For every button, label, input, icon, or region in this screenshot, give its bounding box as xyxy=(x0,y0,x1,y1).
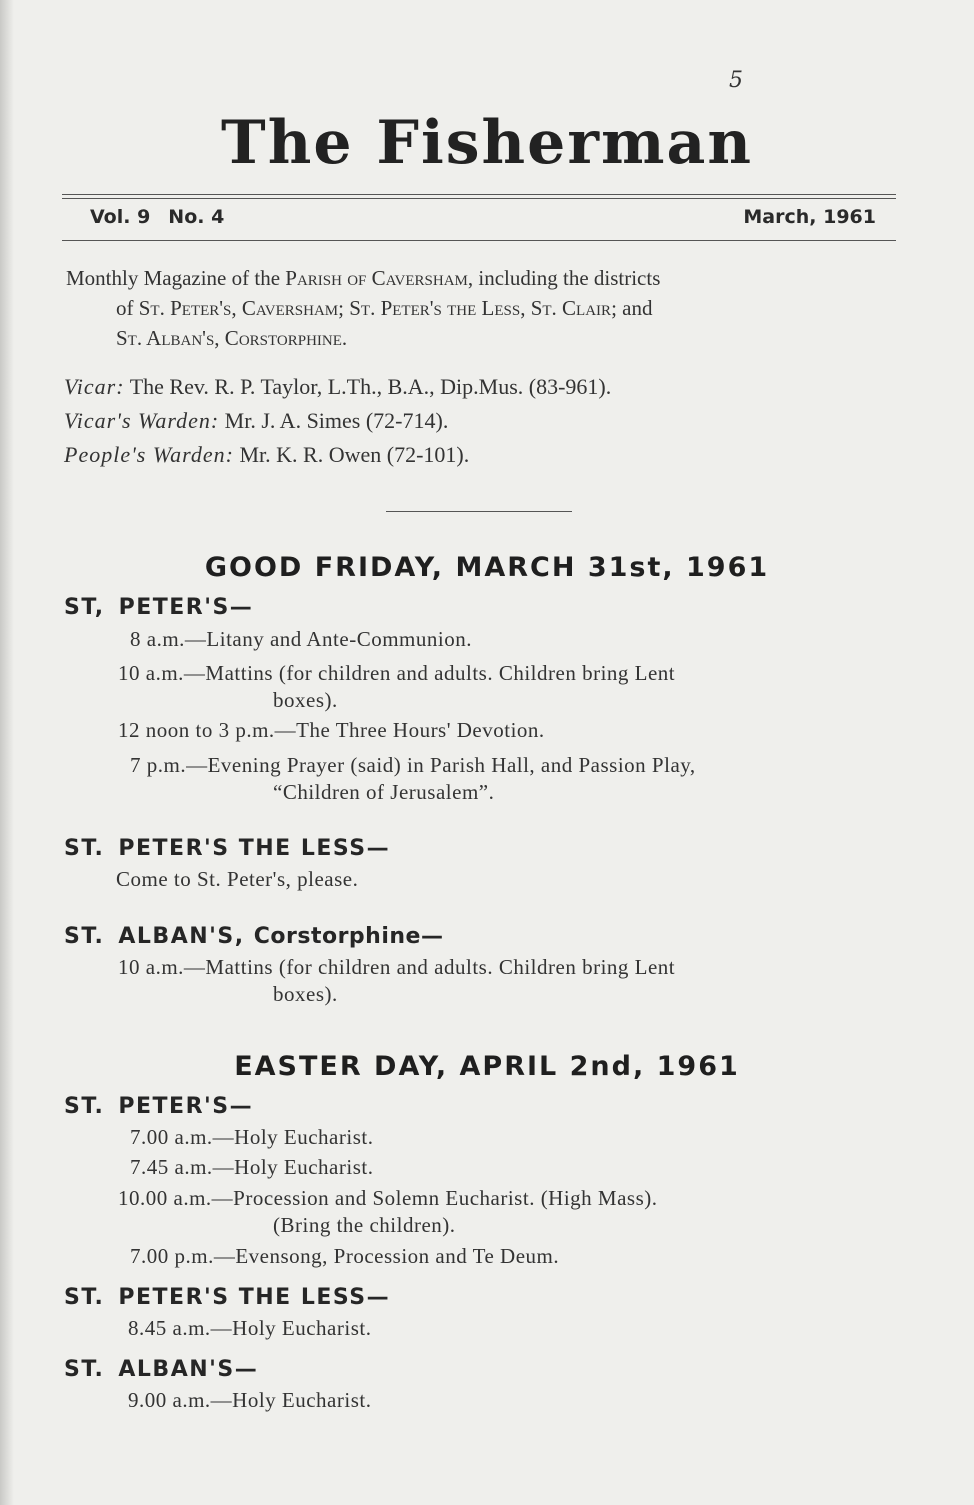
vicars-warden-line: Vicar's Warden: Mr. J. A. Simes (72-714). xyxy=(64,408,449,433)
page-edge-shadow xyxy=(0,0,14,1505)
peoples-warden-line: People's Warden: Mr. K. R. Owen (72-101). xyxy=(64,442,470,467)
intro-line-1: Monthly Magazine of the Parish of Caversham, including the districts xyxy=(66,266,661,290)
ed-st-peters-less-entry: 8.45 a.m.—Holy Eucharist. xyxy=(128,1316,372,1340)
top-rule-inner xyxy=(62,198,896,199)
gf-st-peters-heading: ST, PETER'S— xyxy=(64,595,254,620)
easter-heading: EASTER DAY, APRIL 2nd, 1961 xyxy=(234,1051,740,1082)
ed-st-albans-heading: ST. ALBAN'S— xyxy=(64,1357,259,1382)
magazine-description xyxy=(66,263,898,353)
parish-officers xyxy=(64,370,611,472)
ed-st-peters-heading: ST. PETER'S— xyxy=(64,1094,254,1119)
issue-number: No. 4 xyxy=(168,206,225,228)
volume: Vol. 9 xyxy=(90,206,151,228)
issue-rule xyxy=(62,240,896,241)
intro-line-3: St. Alban's, Corstorphine. xyxy=(116,326,348,350)
ed-st-peters-entry: 7.45 a.m.—Holy Eucharist. xyxy=(130,1155,374,1179)
issue-line xyxy=(90,206,876,228)
ed-st-peters-entry: 7.00 a.m.—Holy Eucharist. xyxy=(130,1125,374,1149)
issue-date: March, 1961 xyxy=(743,206,876,228)
ed-st-peters-entry: 10.00 a.m.—Procession and Solemn Eucharist. (High Mass). (Bring the children). xyxy=(118,1186,658,1237)
masthead-title: The Fisherman xyxy=(221,108,753,178)
section-divider xyxy=(386,511,572,512)
gf-st-peters-entry: 10 a.m.—Mattins (for children and adults. Children bring Lent boxes). xyxy=(118,661,676,712)
ed-st-albans-entry: 9.00 a.m.—Holy Eucharist. xyxy=(128,1388,372,1412)
ed-st-peters-less-heading: ST. PETER'S THE LESS— xyxy=(64,1285,391,1310)
vicar-line: Vicar: The Rev. R. P. Taylor, L.Th., B.A., Dip.Mus. (83-961). xyxy=(64,374,612,399)
ed-st-peters-entry: 7.00 p.m.—Evensong, Procession and Te Deum. xyxy=(130,1244,560,1268)
gf-st-peters-entry: 12 noon to 3 p.m.—The Three Hours' Devotion. xyxy=(118,718,545,742)
gf-st-peters-less-entry: Come to St. Peter's, please. xyxy=(116,867,359,891)
intro-line-2: of St. Peter's, Caversham; St. Peter's the Less, St. Clair; and xyxy=(116,296,653,320)
volume-number xyxy=(90,206,224,228)
gf-st-peters-less-heading: ST. PETER'S THE LESS— xyxy=(64,836,391,861)
gf-st-albans-heading: ST. ALBAN'S, Corstorphine— xyxy=(64,924,444,949)
top-rule xyxy=(62,194,896,195)
gf-st-albans-entry: 10 a.m.—Mattins (for children and adults. Children bring Lent boxes). xyxy=(118,955,676,1006)
good-friday-heading: GOOD FRIDAY, MARCH 31st, 1961 xyxy=(204,552,770,583)
page-number: 5 xyxy=(729,68,743,93)
gf-st-peters-entry: 8 a.m.—Litany and Ante-Communion. xyxy=(130,627,472,651)
gf-st-peters-entry: 7 p.m.—Evening Prayer (said) in Parish Hall, and Passion Play, “Children of Jerusalem”. xyxy=(130,753,696,804)
